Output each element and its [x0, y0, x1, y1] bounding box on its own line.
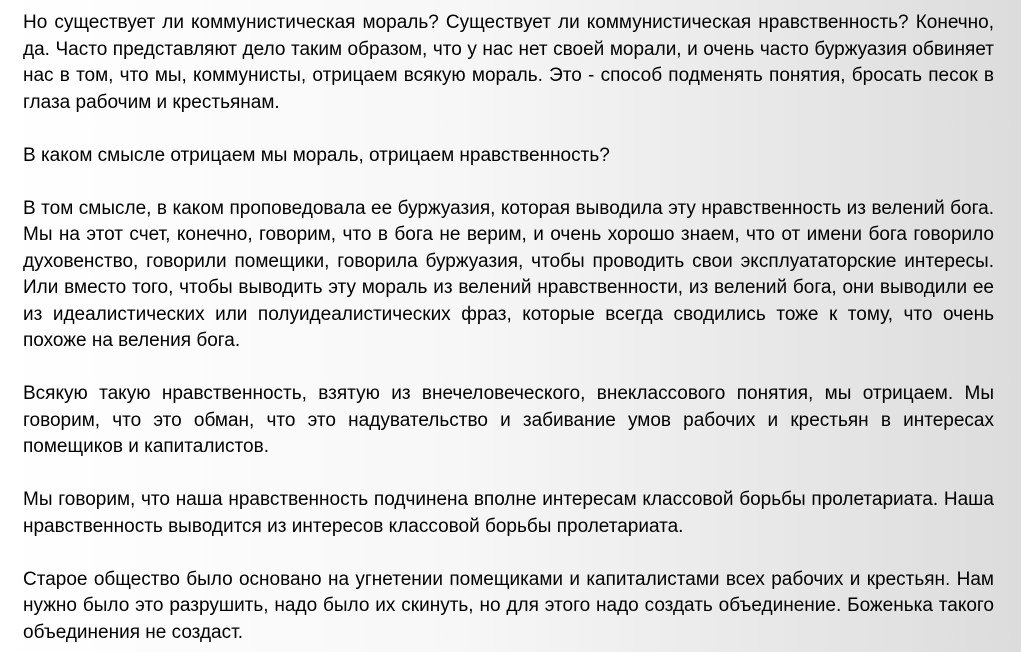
paragraph-6: Старое общество было основано на угнетении помещиками и капиталистами всех рабочих и крестьян. Нам нужно было это разрушить, надо было их скинуть, но для этого надо создать объединение. Боженька такого объединения не создаст. — [23, 568, 994, 643]
paragraph-4: Всякую такую нравственность, взятую из внечеловеческого, внеклассового понятия, мы отрицаем. Мы говорим, что это обман, что это надувательство и забивание умов рабочих и крестьян в интересах помещиков и капиталистов. — [23, 383, 994, 457]
paragraph-3: В том смысле, в каком проповедовала ее буржуазия, которая выводила эту нравственность из велений бога. Мы на этот счет, конечно, говорим, что в бога не верим, и очень хорошо знаем, что от имени бога говорило духовенство, говорили помещики, говорила буржуазия, чтобы проводить свои эксплуататорские интересы. Или вместо того, чтобы выводить эту мораль из велений нравственности, из велений бога, они выводили ее из идеалистических или полуидеалистических фраз, которые всегда сводились тоже к тому, что очень похоже на веления бога. — [23, 197, 994, 351]
paragraph-1: Но существует ли коммунистическая мораль? Существует ли коммунистическая нравственность? Конечно, да. Часто представляют дело таким образом, что у нас нет своей морали, и очень часто буржуазия обвиняет нас в том, что мы, коммунисты, отрицаем всякую мораль. Это - способ подменять понятия, бросать песок в глаза рабочим и крестьянам. — [23, 12, 994, 113]
paragraph-5: Мы говорим, что наша нравственность подчинена вполне интересам классовой борьбы пролетариата. Наша нравственность выводится из интересов классовой борьбы пролетариата. — [23, 489, 994, 537]
paragraph-2: В каком смысле отрицаем мы мораль, отрицаем нравственность? — [23, 144, 610, 166]
